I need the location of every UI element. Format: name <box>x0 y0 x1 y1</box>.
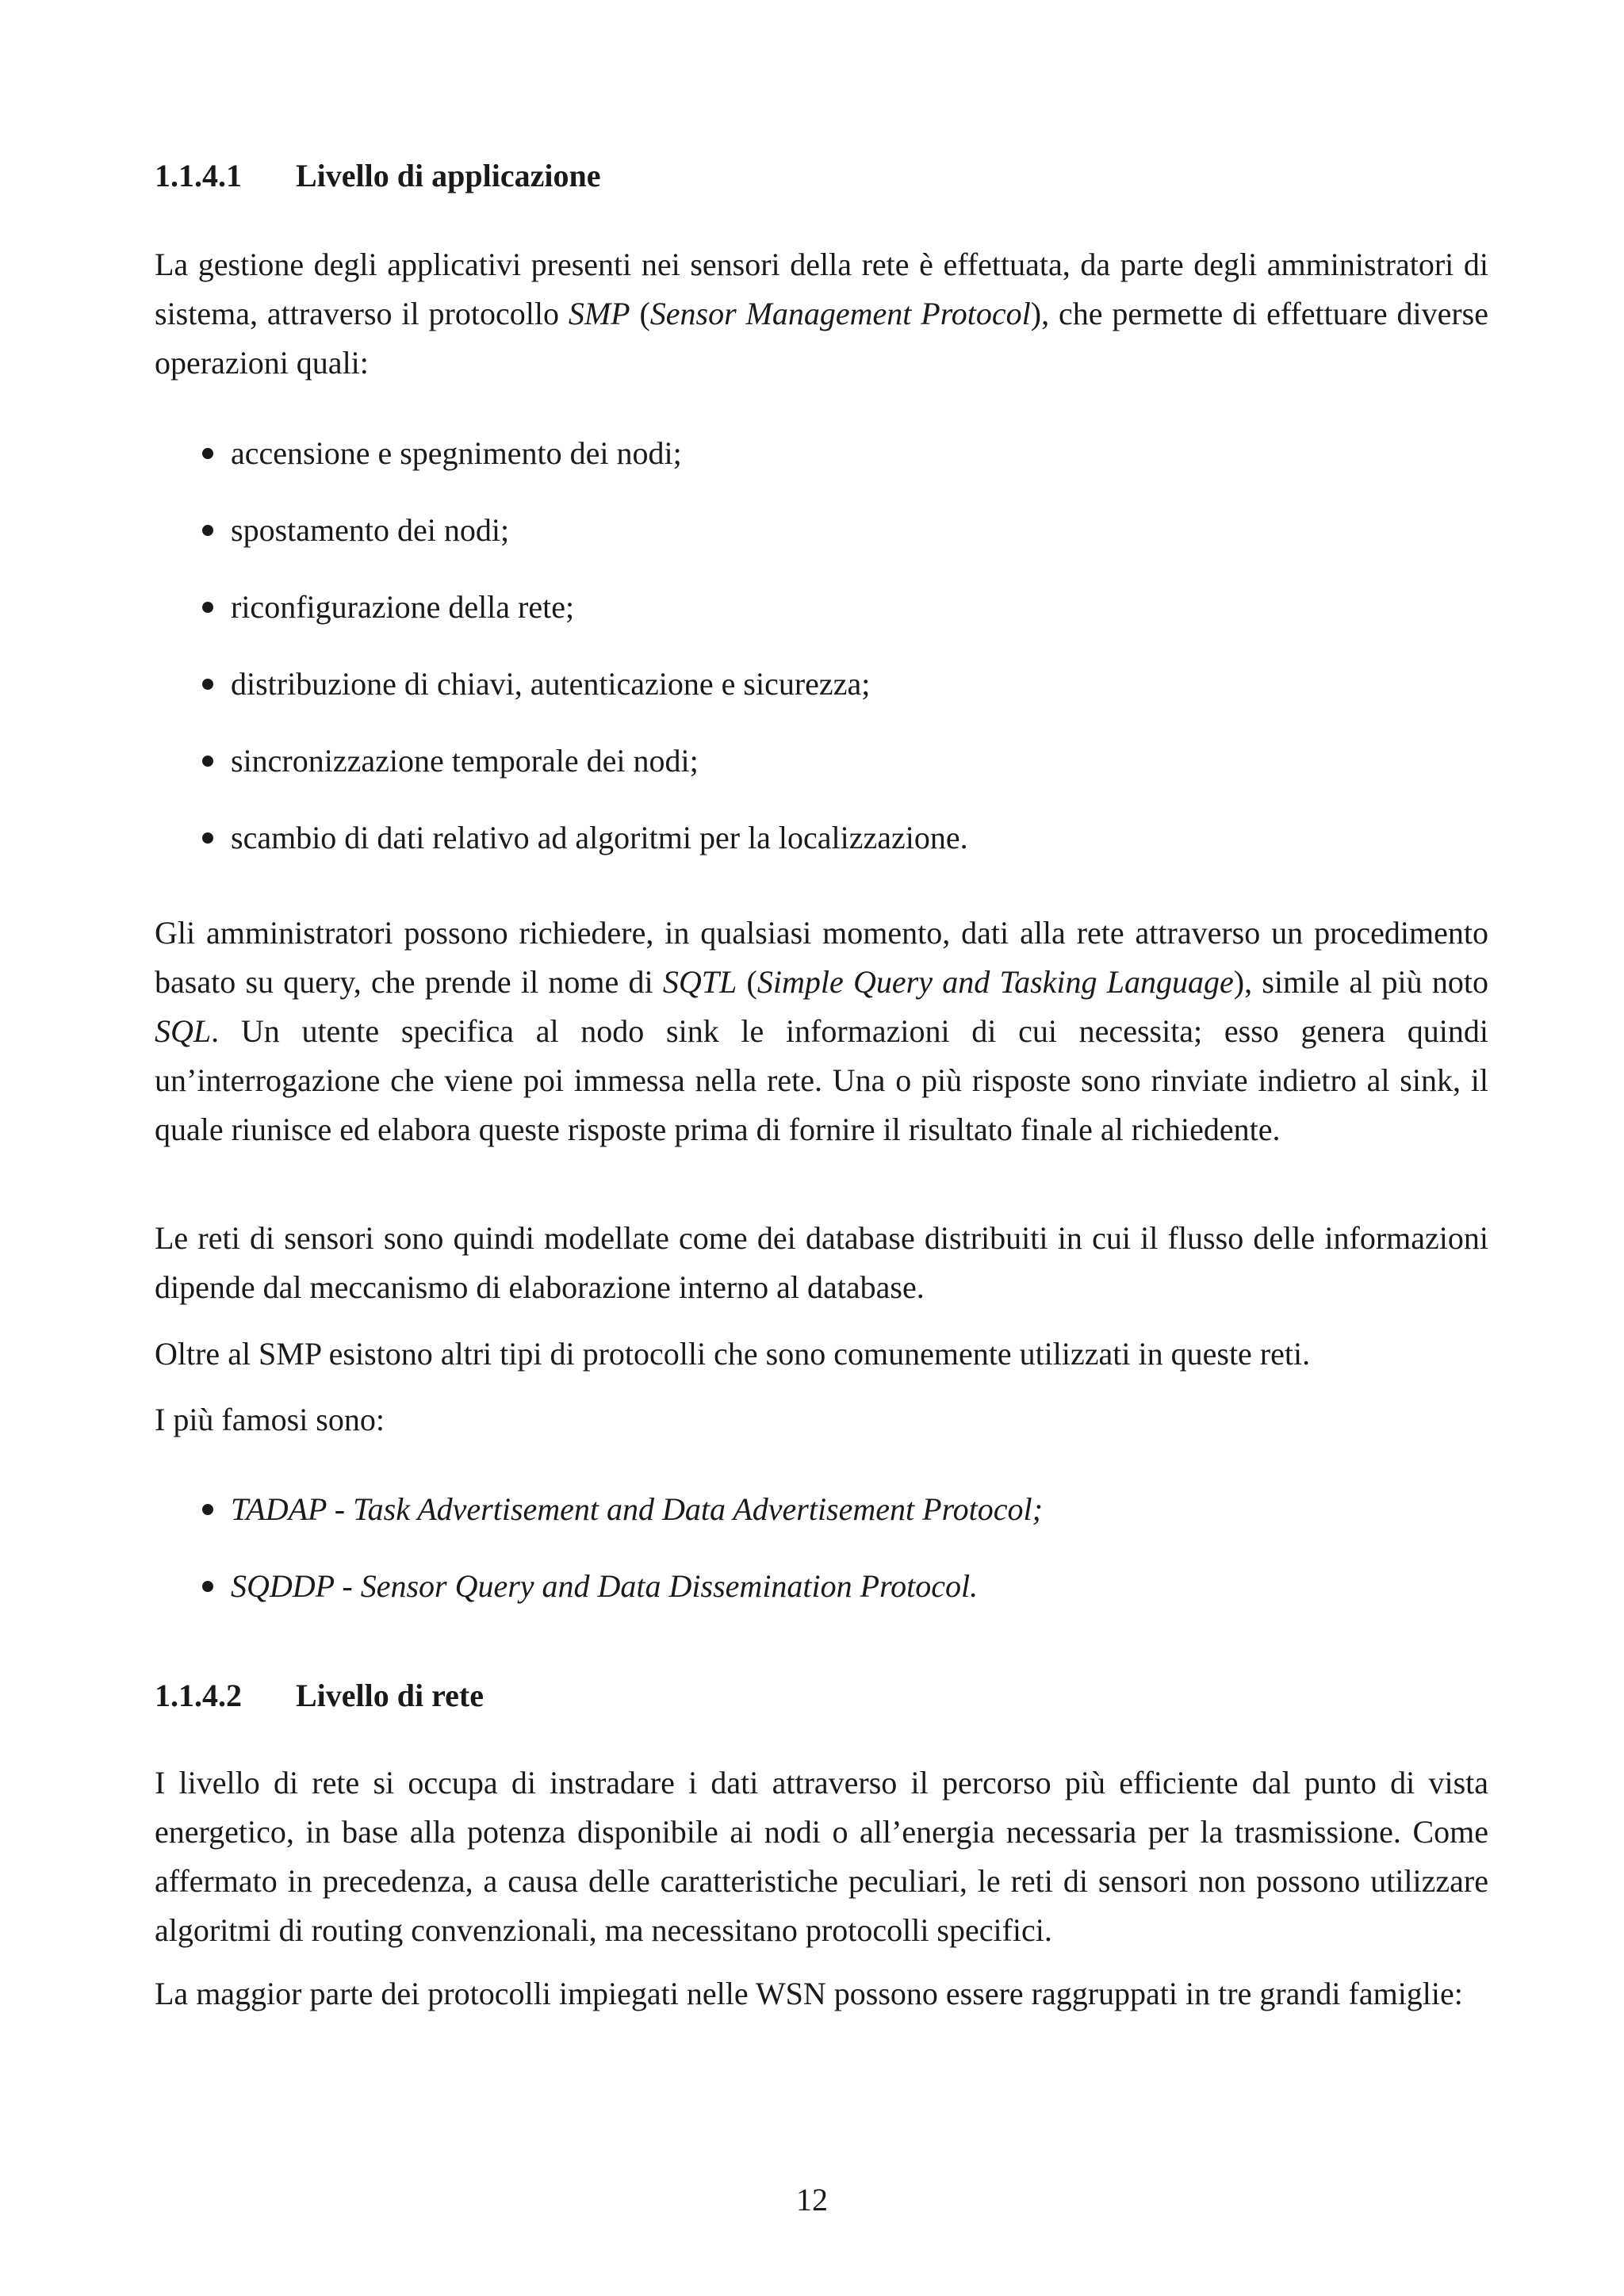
bullet-icon <box>202 602 213 613</box>
bullet-icon <box>202 1504 213 1515</box>
paragraph-protocol-families: La maggior parte dei protocolli impiegati nelle WSN possono essere raggruppati in tre grandi famiglie: <box>155 1976 1463 2011</box>
smp-acronym: SMP <box>568 296 630 331</box>
list-item: TADAP - Task Advertisement and Data Advertisement Protocol; <box>202 1490 1043 1529</box>
sqtl-acronym: SQTL <box>662 964 737 1000</box>
list-item: SQDDP - Sensor Query and Data Dissemination Protocol. <box>202 1567 978 1605</box>
page-number: 12 <box>796 2182 828 2218</box>
bullet-icon <box>202 525 213 536</box>
list-item: accensione e spegnimento dei nodi; <box>202 434 682 473</box>
paragraph-network-layer: I livello di rete si occupa di instradare i dati attraverso il percorso più efficiente dal punto di vista energetico, in base alla potenza disponibile ai nodi o all’energia necessaria per la trasmissione. Come affermato in precedenza, a causa delle caratteristiche peculiari, le reti di sensori non possono utilizzare algoritmi di routing convenzionali, ma necessitano protocolli specifici. <box>155 1765 1488 1948</box>
section-heading-1-1-4-1 <box>155 157 600 195</box>
paragraph-sqtl: Gli amministratori possono richiedere, in qualsiasi momento, dati alla rete attraverso un procedimento basato su query, che prende il nome di SQTL (Simple Query and Tasking Language), simile al più noto SQL. Un utente specifica al nodo sink le informazioni di cui necessita; esso genera quindi un’interrogazione che viene poi immessa nella rete. Una o più risposte sono rinviate indietro al sink, il quale riunisce ed elabora queste risposte prima di fornire il risultato finale al richiedente. <box>155 915 1489 1147</box>
list-item: riconfigurazione della rete; <box>202 588 574 626</box>
section-title: Livello di rete <box>296 1678 484 1713</box>
bullet-icon <box>202 832 213 844</box>
paragraph-most-famous: I più famosi sono: <box>155 1402 385 1437</box>
list-item: distribuzione di chiavi, autenticazione e sicurezza; <box>202 665 870 703</box>
section-heading-1-1-4-2 <box>155 1677 484 1715</box>
bullet-icon <box>202 1581 213 1592</box>
paragraph-database-model: Le reti di sensori sono quindi modellate come dei database distribuiti in cui il flusso delle informazioni dipende dal meccanismo di elaborazione interno al database. <box>155 1220 1488 1305</box>
paragraph-smp-intro: La gestione degli applicativi presenti nei sensori della rete è effettuata, da parte degli amministratori di sistema, attraverso il protocollo SMP (Sensor Management Protocol), che permette di effettuare diverse operazioni quali: <box>155 247 1488 381</box>
section-number: 1.1.4.2 <box>155 1678 242 1713</box>
section-title: Livello di applicazione <box>296 158 601 193</box>
list-item: spostamento dei nodi; <box>202 511 509 549</box>
list-item: sincronizzazione temporale dei nodi; <box>202 742 699 780</box>
paragraph-other-protocols: Oltre al SMP esistono altri tipi di protocolli che sono comunemente utilizzati in queste reti. <box>155 1336 1311 1372</box>
sqtl-full-name: Simple Query and Tasking Language <box>756 964 1234 1000</box>
sql-acronym: SQL <box>155 1013 212 1049</box>
bullet-icon <box>202 448 213 459</box>
bullet-icon <box>202 679 213 690</box>
list-item: scambio di dati relativo ad algoritmi per la localizzazione. <box>202 819 968 857</box>
bullet-icon <box>202 756 213 767</box>
smp-full-name: Sensor Management Protocol <box>649 296 1031 331</box>
section-number: 1.1.4.1 <box>155 158 242 193</box>
